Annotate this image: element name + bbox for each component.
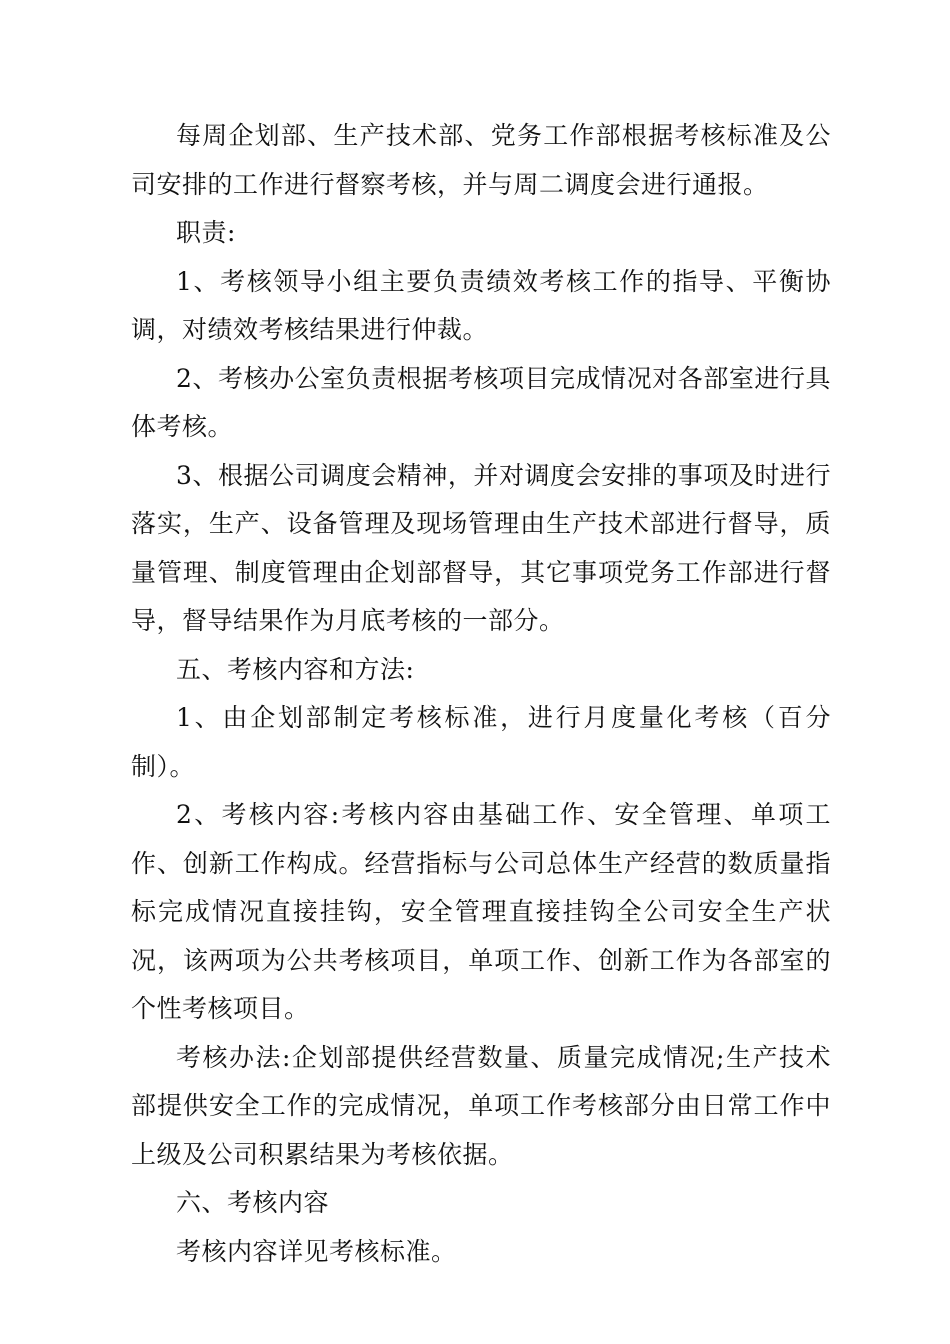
section-heading-5: 五、考核内容和方法: bbox=[176, 654, 415, 684]
paragraph-method-1: 1、由企划部制定考核标准，进行月度量化考核（百分制）。 bbox=[131, 703, 831, 781]
section-heading-6: 六、考核内容 bbox=[176, 1188, 330, 1217]
document-page bbox=[131, 112, 831, 1276]
paragraph-content-reference: 考核内容详见考核标准。 bbox=[176, 1236, 457, 1266]
paragraph-weekly-review: 每周企划部、生产技术部、党务工作部根据考核标准及公司安排的工作进行督察考核，并与周二调度会进行通报。 bbox=[131, 121, 831, 199]
paragraph-responsibilities-heading: 职责: bbox=[176, 218, 236, 247]
paragraph-assessment-approach: 考核办法:企划部提供经营数量、质量完成情况;生产技术部提供安全工作的完成情况，单项工作考核部分由日常工作中上级及公司积累结果为考核依据。 bbox=[131, 1042, 831, 1169]
paragraph-responsibility-1: 1、考核领导小组主要负责绩效考核工作的指导、平衡协调，对绩效考核结果进行仲裁。 bbox=[131, 266, 831, 344]
paragraph-method-2: 2、考核内容:考核内容由基础工作、安全管理、单项工作、创新工作构成。经营指标与公司总体生产经营的数质量指标完成情况直接挂钩，安全管理直接挂钩全公司安全生产状况，该两项为公共考核项目，单项工作、创新工作为各部室的个性考核项目。 bbox=[131, 800, 831, 1023]
paragraph-responsibility-2: 2、考核办公室负责根据考核项目完成情况对各部室进行具体考核。 bbox=[131, 363, 831, 441]
paragraph-responsibility-3: 3、根据公司调度会精神，并对调度会安排的事项及时进行落实，生产、设备管理及现场管理由生产技术部进行督导，质量管理、制度管理由企划部督导，其它事项党务工作部进行督导，督导结果作为月底考核的一部分。 bbox=[131, 460, 831, 635]
